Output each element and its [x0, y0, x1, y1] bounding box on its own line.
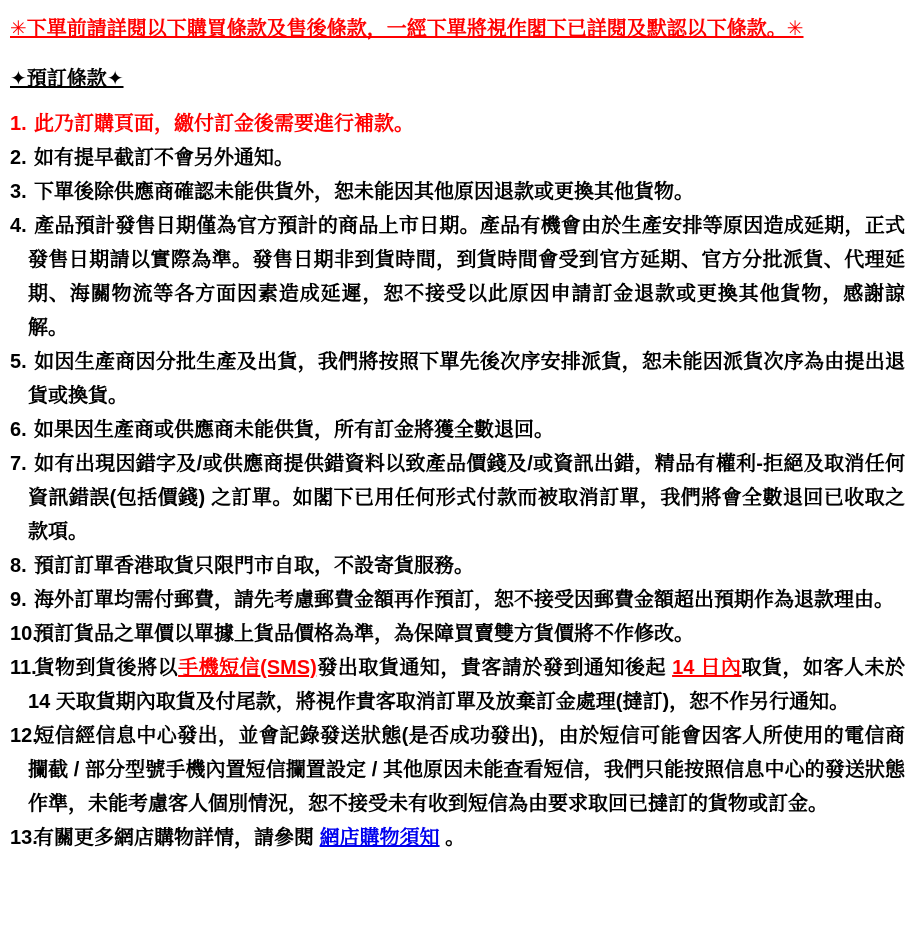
term-number: 5. — [10, 351, 27, 373]
term-text: 手機短信(SMS) — [178, 657, 317, 679]
term-text: 海外訂單均需付郵費，請先考慮郵費金額再作預訂，恕不接受因郵費金額超出預期作為退款理由。 — [34, 589, 894, 611]
term-number: 6. — [10, 419, 27, 441]
term-text: 預訂訂單香港取貨只限門市自取，不設寄貨服務。 — [34, 555, 474, 577]
term-text: 產品預計發售日期僅為官方預計的商品上市日期。產品有機會由於生產安排等原因造成延期，正式發售日期請以實際為準。發售日期非到貨時間，到貨時間會受到官方延期、官方分批派貨、代理延期、海關物流等各方面因素造成延遲，恕不接受以此原因申請訂金退款或更換其他貨物，感謝諒解。 — [28, 215, 905, 339]
preorder-terms-title: ✦預訂條款✦ — [10, 68, 124, 90]
term-item — [10, 821, 905, 855]
term-text: 貨物到貨後將以 — [34, 657, 179, 679]
term-text: 預訂貨品之單價以單據上貨品價格為準，為保障買賣雙方貨價將不作修改。 — [34, 623, 694, 645]
term-text: 如有提早截訂不會另外通知。 — [34, 147, 294, 169]
term-item — [10, 549, 905, 583]
term-text: 發出取貨通知，貴客請於發到通知後起 — [316, 657, 673, 679]
term-number: 9. — [10, 589, 27, 611]
term-item — [10, 175, 905, 209]
term-item — [10, 107, 905, 141]
term-item — [10, 141, 905, 175]
term-text: 取貨，如客人未於 14 天取貨期內取貨及付尾款，將視作貴客取消訂單及放棄訂金處理(撻訂)，恕不作另行通知。 — [28, 657, 906, 713]
terms-list — [10, 107, 905, 855]
term-number: 1. — [10, 113, 27, 135]
store-shopping-notice-link[interactable]: 網店購物須知 — [319, 827, 440, 849]
term-number: 7. — [10, 453, 27, 475]
term-number: 2. — [10, 147, 27, 169]
purchase-warning-header: ✳下單前請詳閱以下購買條款及售後條款，一經下單將視作閣下已詳閱及默認以下條款。✳ — [10, 18, 804, 40]
term-text: 短信經信息中心發出，並會記錄發送狀態(是否成功發出)，由於短信可能會因客人所使用的電信商攔截 / 部分型號手機內置短信攔置設定 / 其他原因未能查看短信，我們只能按照信息中心的發送狀態作準，未能考慮客人個別情況，恕不接受未有收到短信為由要求取回已撻訂的貨物或訂金。 — [28, 725, 905, 815]
term-text: 有關更多網店購物詳情，請參閱 — [34, 827, 320, 849]
term-item — [10, 719, 905, 821]
term-item — [10, 345, 905, 413]
term-item — [10, 651, 905, 719]
term-text: 如果因生產商或供應商未能供貨，所有訂金將獲全數退回。 — [34, 419, 554, 441]
term-text: 如有出現因錯字及/或供應商提供錯資料以致產品價錢及/或資訊出錯，精品有權利-拒絕及取消任何資訊錯誤(包括價錢) 之訂單。如閣下已用任何形式付款而被取消訂單，我們將會全數退回已收取之款項。 — [28, 453, 905, 543]
term-number: 8. — [10, 555, 27, 577]
term-item — [10, 583, 905, 617]
term-text: 此乃訂購頁面，繳付訂金後需要進行補款。 — [34, 113, 414, 135]
term-number: 13. — [10, 827, 38, 849]
term-text: 14 日內 — [672, 657, 742, 679]
term-number: 10. — [10, 623, 38, 645]
term-number: 4. — [10, 215, 27, 237]
term-item — [10, 209, 905, 345]
term-item — [10, 617, 905, 651]
term-text: 下單後除供應商確認未能供貨外，恕未能因其他原因退款或更換其他貨物。 — [34, 181, 694, 203]
term-item — [10, 447, 905, 549]
term-number: 11. — [10, 657, 37, 679]
term-text: 。 — [439, 827, 466, 849]
term-item — [10, 413, 905, 447]
term-text: 如因生產商因分批生產及出貨，我們將按照下單先後次序安排派貨，恕未能因派貨次序為由提出退貨或換貨。 — [28, 351, 905, 407]
term-number: 3. — [10, 181, 27, 203]
term-number: 12. — [10, 725, 38, 747]
